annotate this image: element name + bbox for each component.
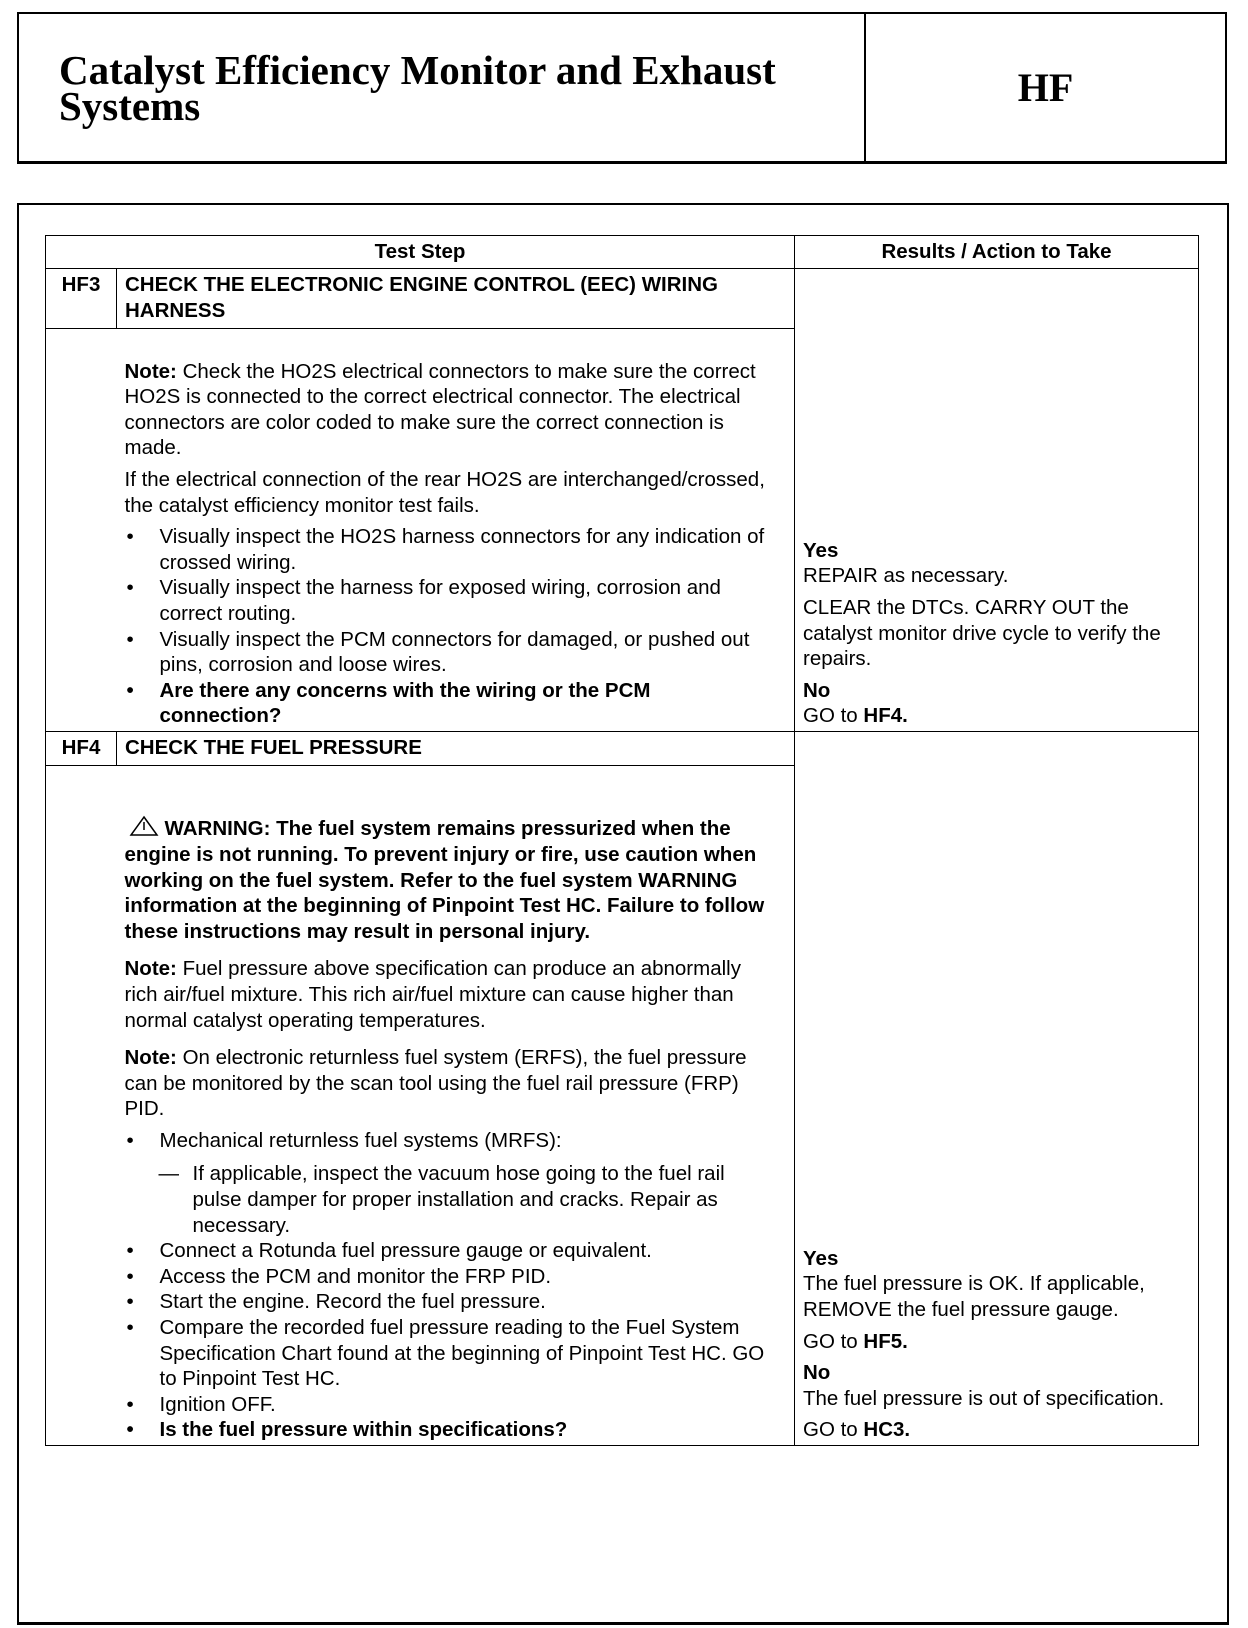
list-item: • Ignition OFF. bbox=[125, 1392, 769, 1418]
note-text: Fuel pressure above specification can produce an abnormally rich air/fuel mixture. This rich air/fuel mixture can cause higher than normal catalyst operating temperatures. bbox=[124, 957, 741, 1032]
paragraph: If the electrical connection of the rear HO2S are interchanged/crossed, the catalyst efficiency monitor test fails. bbox=[124, 468, 765, 517]
sub-list-item: — If applicable, inspect the vacuum hose going to the fuel rail pulse damper for proper installation and cracks. Repair as necessary. bbox=[125, 1161, 769, 1238]
warning bbox=[125, 815, 769, 944]
note bbox=[125, 956, 769, 1033]
note-text: On electronic returnless fuel system (ERFS), the fuel pressure can be monitored by the scan tool using the fuel rail pressure (FRP) PID. bbox=[124, 1046, 747, 1121]
list-item: • Visually inspect the PCM connectors for damaged, or pushed out pins, corrosion and loose wires. bbox=[125, 627, 769, 678]
step-title: CHECK THE FUEL PRESSURE bbox=[117, 732, 795, 766]
test-step-table bbox=[45, 235, 1199, 1446]
note bbox=[125, 1045, 769, 1122]
yes-action: CLEAR the DTCs. CARRY OUT the catalyst monitor drive cycle to verify the repairs. bbox=[803, 596, 1161, 671]
yes-label: Yes bbox=[803, 538, 839, 562]
step-body bbox=[117, 329, 795, 732]
yes-action: The fuel pressure is OK. If applicable, REMOVE the fuel pressure gauge. bbox=[803, 1272, 1145, 1322]
no-label: No bbox=[803, 1361, 831, 1385]
warning-triangle-icon bbox=[125, 817, 165, 840]
note bbox=[125, 359, 769, 461]
note-label: Note: bbox=[124, 957, 177, 981]
yes-label: Yes bbox=[803, 1246, 839, 1270]
no-action: The fuel pressure is out of specification. bbox=[803, 1386, 1165, 1410]
goto-link[interactable]: HF5. bbox=[863, 1329, 908, 1353]
step-title: CHECK THE ELECTRONIC ENGINE CONTROL (EEC) WIRING HARNESS bbox=[117, 269, 795, 329]
section-title: Catalyst Efficiency Monitor and Exhaust Systems bbox=[59, 47, 776, 129]
goto-text: GO to bbox=[803, 704, 864, 728]
blank-cell bbox=[46, 766, 117, 1446]
goto-text: GO to bbox=[803, 1329, 864, 1353]
section-code: HF bbox=[1017, 65, 1074, 110]
list-item: • Connect a Rotunda fuel pressure gauge or equivalent. bbox=[125, 1238, 769, 1264]
goto-text: GO to bbox=[803, 1418, 864, 1442]
step-question: • Are there any concerns with the wiring or the PCM connection? bbox=[125, 678, 769, 729]
list-item: • Compare the recorded fuel pressure reading to the Fuel System Specification Chart found at the beginning of Pinpoint Test HC. GO to Pinpoint Test HC. bbox=[125, 1315, 769, 1392]
note-label: Note: bbox=[124, 1046, 177, 1070]
step-question: • Is the fuel pressure within specifications? bbox=[125, 1417, 769, 1443]
step-code: HF3 bbox=[46, 269, 117, 329]
note-label: Note: bbox=[124, 359, 177, 383]
goto-link[interactable]: HC3. bbox=[863, 1418, 911, 1442]
col-test-step: Test Step bbox=[46, 236, 795, 269]
bullet-list bbox=[125, 1128, 769, 1443]
blank-cell bbox=[46, 329, 117, 732]
step-results bbox=[795, 732, 1199, 1446]
list-item: • Visually inspect the HO2S harness connectors for any indication of crossed wiring. bbox=[125, 524, 769, 575]
no-action bbox=[803, 703, 1190, 729]
list-item: • Start the engine. Record the fuel pressure. bbox=[125, 1289, 769, 1315]
step-title-row bbox=[46, 732, 1199, 766]
step-title-row bbox=[46, 269, 1199, 329]
yes-action: REPAIR as necessary. bbox=[803, 564, 1009, 588]
warning-text: WARNING: The fuel system remains pressurized when the engine is not running. To prevent injury or fire, use caution when working on the fuel system. Refer to the fuel system WARNING information at the beginning of Pinpoint Test HC. Failure to follow these instructions may result in personal injury. bbox=[124, 817, 765, 943]
list-item: • Mechanical returnless fuel systems (MRFS): bbox=[125, 1128, 769, 1154]
list-item: • Visually inspect the harness for exposed wiring, corrosion and correct routing. bbox=[125, 575, 769, 626]
note-text: Check the HO2S electrical connectors to make sure the correct HO2S is connected to the correct electrical connector. The electrical connectors are color coded to make sure the correct connection is made. bbox=[124, 359, 756, 460]
col-results: Results / Action to Take bbox=[795, 236, 1199, 269]
step-code: HF4 bbox=[46, 732, 117, 766]
goto-link[interactable]: HF4. bbox=[863, 704, 908, 728]
page-header bbox=[17, 12, 1227, 164]
yes-goto bbox=[803, 1329, 1190, 1355]
table-header-row bbox=[46, 236, 1199, 269]
bullet-list bbox=[125, 524, 769, 729]
step-body bbox=[117, 766, 795, 1446]
content-frame bbox=[17, 203, 1229, 1625]
list-item: • Access the PCM and monitor the FRP PID. bbox=[125, 1264, 769, 1290]
no-label: No bbox=[803, 678, 831, 702]
no-goto bbox=[803, 1417, 1190, 1443]
step-results bbox=[795, 269, 1199, 732]
